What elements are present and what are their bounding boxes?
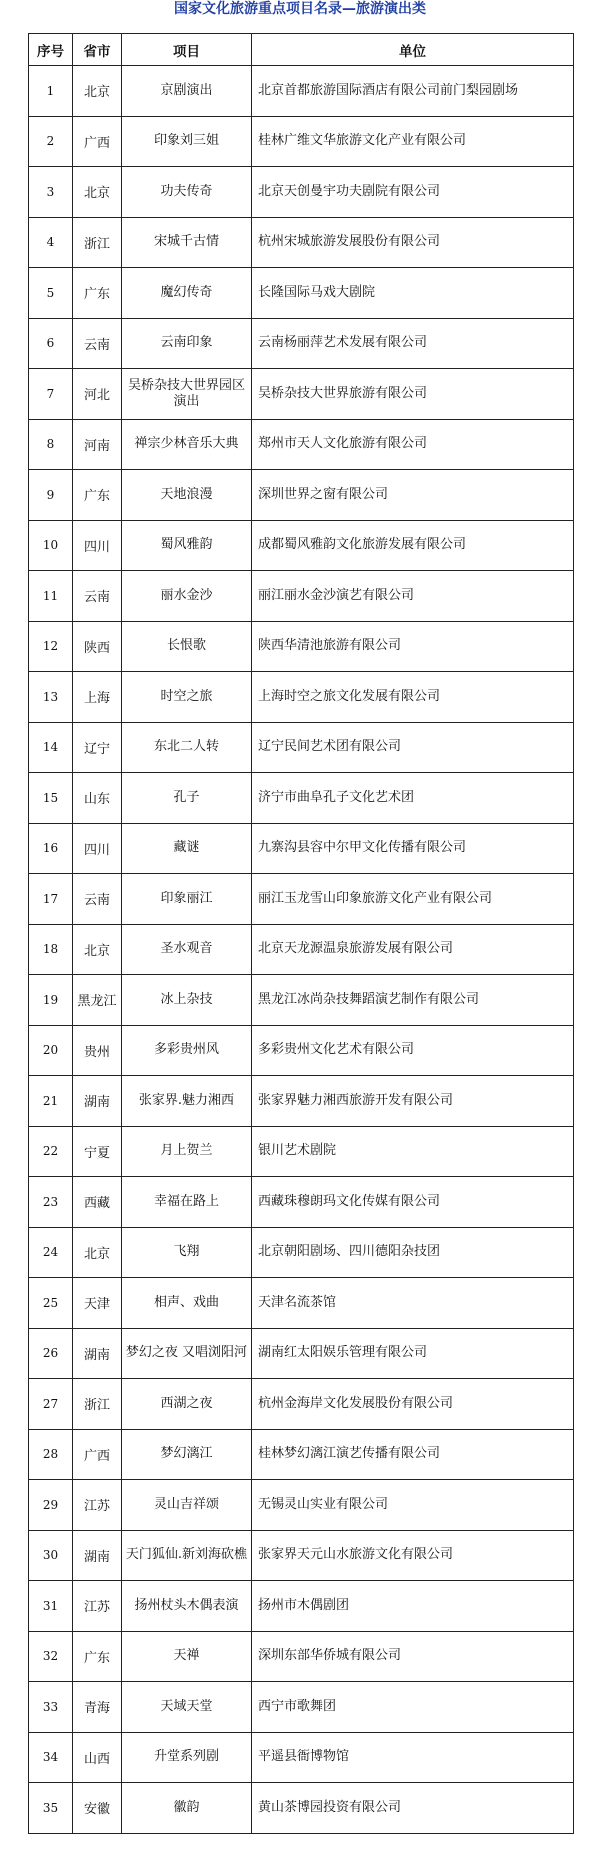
row-province: 上海 xyxy=(73,672,122,723)
row-project: 天门狐仙.新刘海砍樵 xyxy=(122,1530,252,1581)
table-row xyxy=(29,369,574,420)
row-index: 35 xyxy=(29,1783,73,1834)
row-province: 宁夏 xyxy=(73,1126,122,1177)
row-province: 广东 xyxy=(73,470,122,521)
row-index: 26 xyxy=(29,1328,73,1379)
row-index: 8 xyxy=(29,419,73,470)
row-index: 9 xyxy=(29,470,73,521)
row-index: 27 xyxy=(29,1379,73,1430)
header-province: 省市 xyxy=(73,34,122,66)
row-project: 冰上杂技 xyxy=(122,975,252,1026)
row-unit: 吴桥杂技大世界旅游有限公司 xyxy=(252,369,574,420)
table-row xyxy=(29,823,574,874)
row-project: 张家界.魅力湘西 xyxy=(122,1076,252,1127)
row-province: 贵州 xyxy=(73,1025,122,1076)
table-row xyxy=(29,1530,574,1581)
row-province: 广西 xyxy=(73,1429,122,1480)
row-project: 京剧演出 xyxy=(122,66,252,117)
row-unit: 银川艺术剧院 xyxy=(252,1126,574,1177)
row-province: 江苏 xyxy=(73,1581,122,1632)
row-unit: 深圳东部华侨城有限公司 xyxy=(252,1631,574,1682)
row-province: 北京 xyxy=(73,924,122,975)
table-row xyxy=(29,268,574,319)
row-province: 辽宁 xyxy=(73,722,122,773)
row-province: 四川 xyxy=(73,520,122,571)
row-project: 月上贺兰 xyxy=(122,1126,252,1177)
row-province: 北京 xyxy=(73,1227,122,1278)
header-project: 项目 xyxy=(122,34,252,66)
row-project: 升堂系列剧 xyxy=(122,1732,252,1783)
row-unit: 云南杨丽萍艺术发展有限公司 xyxy=(252,318,574,369)
row-index: 23 xyxy=(29,1177,73,1228)
row-unit: 无锡灵山实业有限公司 xyxy=(252,1480,574,1531)
table-row xyxy=(29,66,574,117)
row-province: 北京 xyxy=(73,167,122,218)
row-index: 15 xyxy=(29,773,73,824)
table-row xyxy=(29,419,574,470)
row-index: 25 xyxy=(29,1278,73,1329)
row-project: 徽韵 xyxy=(122,1783,252,1834)
row-index: 28 xyxy=(29,1429,73,1480)
table-row xyxy=(29,722,574,773)
row-unit: 张家界魅力湘西旅游开发有限公司 xyxy=(252,1076,574,1127)
table-row xyxy=(29,116,574,167)
row-project: 孔子 xyxy=(122,773,252,824)
row-project: 宋城千古情 xyxy=(122,217,252,268)
row-index: 11 xyxy=(29,571,73,622)
row-unit: 上海时空之旅文化发展有限公司 xyxy=(252,672,574,723)
row-unit: 黑龙江冰尚杂技舞蹈演艺制作有限公司 xyxy=(252,975,574,1026)
table-row xyxy=(29,1682,574,1733)
row-unit: 郑州市天人文化旅游有限公司 xyxy=(252,419,574,470)
row-index: 1 xyxy=(29,66,73,117)
row-project: 飞翔 xyxy=(122,1227,252,1278)
table-row xyxy=(29,924,574,975)
row-index: 33 xyxy=(29,1682,73,1733)
table-row xyxy=(29,1379,574,1430)
row-province: 浙江 xyxy=(73,1379,122,1430)
row-index: 14 xyxy=(29,722,73,773)
row-project: 幸福在路上 xyxy=(122,1177,252,1228)
row-index: 21 xyxy=(29,1076,73,1127)
table-header-row xyxy=(29,34,574,66)
header-unit: 单位 xyxy=(252,34,574,66)
row-project: 西湖之夜 xyxy=(122,1379,252,1430)
row-unit: 扬州市木偶剧团 xyxy=(252,1581,574,1632)
table-row xyxy=(29,167,574,218)
row-unit: 辽宁民间艺术团有限公司 xyxy=(252,722,574,773)
row-unit: 长隆国际马戏大剧院 xyxy=(252,268,574,319)
row-province: 湖南 xyxy=(73,1328,122,1379)
row-unit: 西藏珠穆朗玛文化传媒有限公司 xyxy=(252,1177,574,1228)
row-unit: 桂林广维文华旅游文化产业有限公司 xyxy=(252,116,574,167)
row-index: 29 xyxy=(29,1480,73,1531)
row-project: 梦幻漓江 xyxy=(122,1429,252,1480)
table-row xyxy=(29,571,574,622)
row-project: 梦幻之夜 又唱浏阳河 xyxy=(122,1328,252,1379)
project-table xyxy=(28,33,574,1834)
table-row xyxy=(29,1429,574,1480)
row-unit: 湖南红太阳娱乐管理有限公司 xyxy=(252,1328,574,1379)
row-index: 30 xyxy=(29,1530,73,1581)
row-index: 34 xyxy=(29,1732,73,1783)
row-province: 广东 xyxy=(73,1631,122,1682)
row-province: 安徽 xyxy=(73,1783,122,1834)
row-unit: 张家界天元山水旅游文化有限公司 xyxy=(252,1530,574,1581)
row-index: 12 xyxy=(29,621,73,672)
row-province: 青海 xyxy=(73,1682,122,1733)
row-index: 10 xyxy=(29,520,73,571)
row-index: 20 xyxy=(29,1025,73,1076)
row-unit: 杭州金海岸文化发展股份有限公司 xyxy=(252,1379,574,1430)
row-index: 6 xyxy=(29,318,73,369)
row-project: 灵山吉祥颂 xyxy=(122,1480,252,1531)
row-project: 禅宗少林音乐大典 xyxy=(122,419,252,470)
row-province: 山东 xyxy=(73,773,122,824)
row-unit: 北京天龙源温泉旅游发展有限公司 xyxy=(252,924,574,975)
table-row xyxy=(29,217,574,268)
table-row xyxy=(29,1581,574,1632)
row-unit: 九寨沟县容中尔甲文化传播有限公司 xyxy=(252,823,574,874)
row-index: 5 xyxy=(29,268,73,319)
table-row xyxy=(29,1126,574,1177)
row-index: 7 xyxy=(29,369,73,420)
row-province: 四川 xyxy=(73,823,122,874)
table-body xyxy=(29,66,574,1834)
row-province: 云南 xyxy=(73,874,122,925)
row-project: 云南印象 xyxy=(122,318,252,369)
row-unit: 陕西华清池旅游有限公司 xyxy=(252,621,574,672)
row-project: 印象刘三姐 xyxy=(122,116,252,167)
row-index: 4 xyxy=(29,217,73,268)
row-province: 河北 xyxy=(73,369,122,420)
row-province: 北京 xyxy=(73,66,122,117)
table-row xyxy=(29,1783,574,1834)
row-province: 云南 xyxy=(73,318,122,369)
table-row xyxy=(29,1227,574,1278)
row-index: 13 xyxy=(29,672,73,723)
table-row xyxy=(29,1278,574,1329)
row-province: 云南 xyxy=(73,571,122,622)
table-row xyxy=(29,1177,574,1228)
row-project: 扬州杖头木偶表演 xyxy=(122,1581,252,1632)
row-index: 32 xyxy=(29,1631,73,1682)
table-row xyxy=(29,1328,574,1379)
row-unit: 北京天创曼宇功夫剧院有限公司 xyxy=(252,167,574,218)
table-row xyxy=(29,621,574,672)
table-row xyxy=(29,1732,574,1783)
header-idx: 序号 xyxy=(29,34,73,66)
row-province: 黑龙江 xyxy=(73,975,122,1026)
row-project: 相声、戏曲 xyxy=(122,1278,252,1329)
table-row xyxy=(29,975,574,1026)
row-unit: 桂林梦幻漓江演艺传播有限公司 xyxy=(252,1429,574,1480)
row-project: 丽水金沙 xyxy=(122,571,252,622)
row-unit: 平遥县衙博物馆 xyxy=(252,1732,574,1783)
row-index: 17 xyxy=(29,874,73,925)
table-row xyxy=(29,773,574,824)
row-unit: 西宁市歌舞团 xyxy=(252,1682,574,1733)
row-unit: 天津名流茶馆 xyxy=(252,1278,574,1329)
row-index: 3 xyxy=(29,167,73,218)
row-index: 22 xyxy=(29,1126,73,1177)
row-province: 湖南 xyxy=(73,1076,122,1127)
row-unit: 杭州宋城旅游发展股份有限公司 xyxy=(252,217,574,268)
row-project: 东北二人转 xyxy=(122,722,252,773)
row-unit: 丽江丽水金沙演艺有限公司 xyxy=(252,571,574,622)
row-project: 多彩贵州风 xyxy=(122,1025,252,1076)
row-province: 天津 xyxy=(73,1278,122,1329)
row-unit: 多彩贵州文化艺术有限公司 xyxy=(252,1025,574,1076)
row-project: 天地浪漫 xyxy=(122,470,252,521)
page-title: 国家文化旅游重点项目名录—旅游演出类 xyxy=(174,1,426,17)
row-index: 19 xyxy=(29,975,73,1026)
row-province: 河南 xyxy=(73,419,122,470)
row-index: 31 xyxy=(29,1581,73,1632)
row-province: 广西 xyxy=(73,116,122,167)
row-project: 吴桥杂技大世界园区演出 xyxy=(122,369,252,420)
row-project: 时空之旅 xyxy=(122,672,252,723)
row-project: 圣水观音 xyxy=(122,924,252,975)
row-unit: 黄山茶博园投资有限公司 xyxy=(252,1783,574,1834)
row-index: 18 xyxy=(29,924,73,975)
row-province: 山西 xyxy=(73,1732,122,1783)
row-index: 2 xyxy=(29,116,73,167)
table-row xyxy=(29,470,574,521)
row-project: 魔幻传奇 xyxy=(122,268,252,319)
row-unit: 济宁市曲阜孔子文化艺术团 xyxy=(252,773,574,824)
row-unit: 北京朝阳剧场、四川德阳杂技团 xyxy=(252,1227,574,1278)
table-row xyxy=(29,672,574,723)
row-project: 长恨歌 xyxy=(122,621,252,672)
row-province: 广东 xyxy=(73,268,122,319)
row-unit: 成都蜀风雅韵文化旅游发展有限公司 xyxy=(252,520,574,571)
row-project: 藏谜 xyxy=(122,823,252,874)
row-unit: 深圳世界之窗有限公司 xyxy=(252,470,574,521)
row-project: 天禅 xyxy=(122,1631,252,1682)
table-row xyxy=(29,318,574,369)
row-province: 陕西 xyxy=(73,621,122,672)
row-province: 江苏 xyxy=(73,1480,122,1531)
table-row xyxy=(29,874,574,925)
row-province: 浙江 xyxy=(73,217,122,268)
row-project: 功夫传奇 xyxy=(122,167,252,218)
row-index: 24 xyxy=(29,1227,73,1278)
table-row xyxy=(29,1631,574,1682)
row-project: 天域天堂 xyxy=(122,1682,252,1733)
row-unit: 北京首都旅游国际酒店有限公司前门梨园剧场 xyxy=(252,66,574,117)
table-row xyxy=(29,520,574,571)
row-unit: 丽江玉龙雪山印象旅游文化产业有限公司 xyxy=(252,874,574,925)
row-project: 蜀风雅韵 xyxy=(122,520,252,571)
row-index: 16 xyxy=(29,823,73,874)
table-row xyxy=(29,1025,574,1076)
row-project: 印象丽江 xyxy=(122,874,252,925)
row-province: 西藏 xyxy=(73,1177,122,1228)
table-row xyxy=(29,1076,574,1127)
row-province: 湖南 xyxy=(73,1530,122,1581)
table-row xyxy=(29,1480,574,1531)
